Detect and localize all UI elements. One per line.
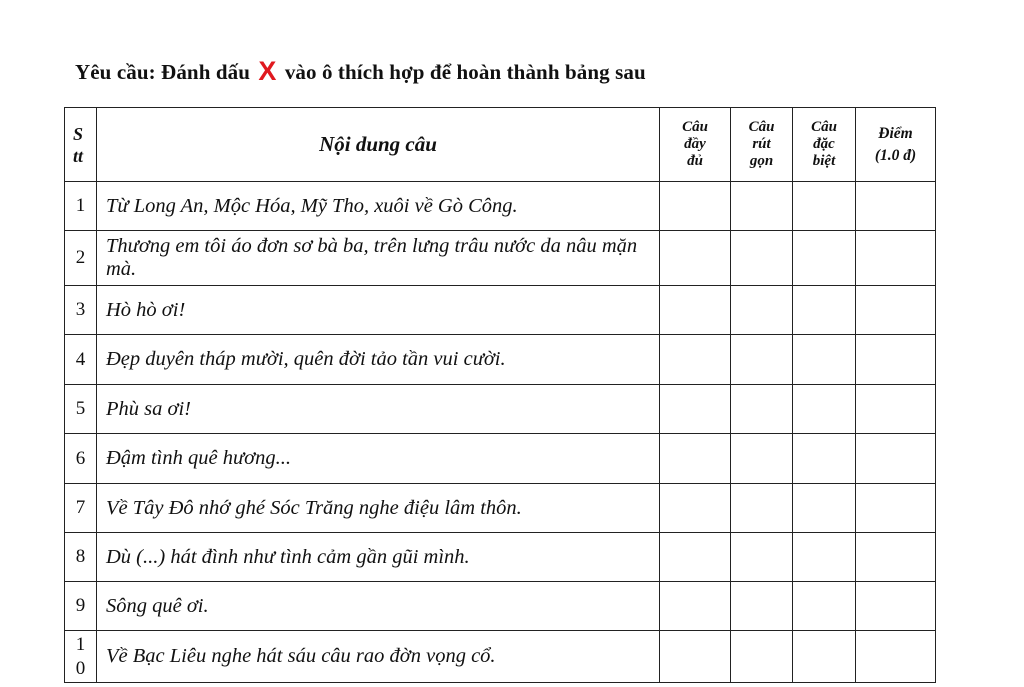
table-row: [65, 631, 936, 683]
header-stt: S tt: [65, 108, 97, 182]
full-sentence-checkbox-cell[interactable]: [660, 231, 731, 286]
row-number: 1: [65, 182, 97, 231]
special-sentence-checkbox-cell[interactable]: [793, 385, 856, 434]
row-sentence: Phù sa ơi!: [97, 385, 660, 434]
shortened-sentence-checkbox-cell[interactable]: [731, 484, 793, 533]
special-sentence-checkbox-cell[interactable]: [793, 182, 856, 231]
full-sentence-checkbox-cell[interactable]: [660, 484, 731, 533]
row-number: 6: [65, 434, 97, 484]
full-sentence-checkbox-cell[interactable]: [660, 533, 731, 582]
table-row: [65, 286, 936, 335]
row-number: 7: [65, 484, 97, 533]
special-sentence-checkbox-cell[interactable]: [793, 286, 856, 335]
header-full-sentence: Câu đầy đủ: [660, 108, 731, 182]
header-content: Nội dung câu: [97, 108, 660, 182]
row-number: 5: [65, 385, 97, 434]
score-cell: [856, 533, 936, 582]
row-sentence: Về Bạc Liêu nghe hát sáu câu rao đờn vọng cổ.: [97, 631, 660, 683]
table-row: [65, 335, 936, 385]
instruction-text-before: Yêu cầu: Đánh dấu: [75, 60, 250, 84]
row-sentence: Đẹp duyên tháp mười, quên đời tảo tần vui cười.: [97, 335, 660, 385]
table-row: [65, 231, 936, 286]
shortened-sentence-checkbox-cell[interactable]: [731, 286, 793, 335]
special-sentence-checkbox-cell[interactable]: [793, 484, 856, 533]
full-sentence-checkbox-cell[interactable]: [660, 335, 731, 385]
row-number: 9: [65, 582, 97, 631]
full-sentence-checkbox-cell[interactable]: [660, 182, 731, 231]
full-sentence-checkbox-cell[interactable]: [660, 286, 731, 335]
row-sentence: Từ Long An, Mộc Hóa, Mỹ Tho, xuôi về Gò Công.: [97, 182, 660, 231]
shortened-sentence-checkbox-cell[interactable]: [731, 335, 793, 385]
table-row: [65, 533, 936, 582]
score-cell: [856, 286, 936, 335]
header-special-sentence: Câu đặc biệt: [793, 108, 856, 182]
row-sentence: Đậm tình quê hương...: [97, 434, 660, 484]
score-cell: [856, 385, 936, 434]
row-number: 3: [65, 286, 97, 335]
full-sentence-checkbox-cell[interactable]: [660, 434, 731, 484]
score-cell: [856, 582, 936, 631]
table-row: [65, 182, 936, 231]
header-shortened-sentence: Câu rút gọn: [731, 108, 793, 182]
full-sentence-checkbox-cell[interactable]: [660, 631, 731, 683]
row-sentence: Sông quê ơi.: [97, 582, 660, 631]
x-mark: X: [258, 56, 277, 86]
special-sentence-checkbox-cell[interactable]: [793, 231, 856, 286]
row-number: 4: [65, 335, 97, 385]
row-sentence: Về Tây Đô nhớ ghé Sóc Trăng nghe điệu lâm thôn.: [97, 484, 660, 533]
header-score: Điểm (1.0 đ): [856, 108, 936, 182]
full-sentence-checkbox-cell[interactable]: [660, 385, 731, 434]
instruction-heading: [75, 56, 646, 87]
special-sentence-checkbox-cell[interactable]: [793, 533, 856, 582]
row-sentence: Hò hò ơi!: [97, 286, 660, 335]
shortened-sentence-checkbox-cell[interactable]: [731, 434, 793, 484]
score-cell: [856, 434, 936, 484]
special-sentence-checkbox-cell[interactable]: [793, 434, 856, 484]
score-cell: [856, 631, 936, 683]
score-cell: [856, 484, 936, 533]
row-number: 1 0: [65, 631, 97, 683]
shortened-sentence-checkbox-cell[interactable]: [731, 231, 793, 286]
shortened-sentence-checkbox-cell[interactable]: [731, 182, 793, 231]
row-number: 8: [65, 533, 97, 582]
shortened-sentence-checkbox-cell[interactable]: [731, 533, 793, 582]
table-row: [65, 484, 936, 533]
special-sentence-checkbox-cell[interactable]: [793, 631, 856, 683]
special-sentence-checkbox-cell[interactable]: [793, 335, 856, 385]
special-sentence-checkbox-cell[interactable]: [793, 582, 856, 631]
score-cell: [856, 182, 936, 231]
table-header-row: [65, 108, 936, 182]
row-number: 2: [65, 231, 97, 286]
table-row: [65, 582, 936, 631]
full-sentence-checkbox-cell[interactable]: [660, 582, 731, 631]
shortened-sentence-checkbox-cell[interactable]: [731, 582, 793, 631]
table-row: [65, 385, 936, 434]
row-sentence: Dù (...) hát đình như tình cảm gần gũi mình.: [97, 533, 660, 582]
shortened-sentence-checkbox-cell[interactable]: [731, 631, 793, 683]
score-cell: [856, 335, 936, 385]
sentence-classification-table: [64, 107, 936, 683]
score-cell: [856, 231, 936, 286]
table-row: [65, 434, 936, 484]
row-sentence: Thương em tôi áo đơn sơ bà ba, trên lưng trâu nước da nâu mặn mà.: [97, 231, 660, 286]
shortened-sentence-checkbox-cell[interactable]: [731, 385, 793, 434]
instruction-text-after: vào ô thích hợp để hoàn thành bảng sau: [284, 60, 646, 84]
